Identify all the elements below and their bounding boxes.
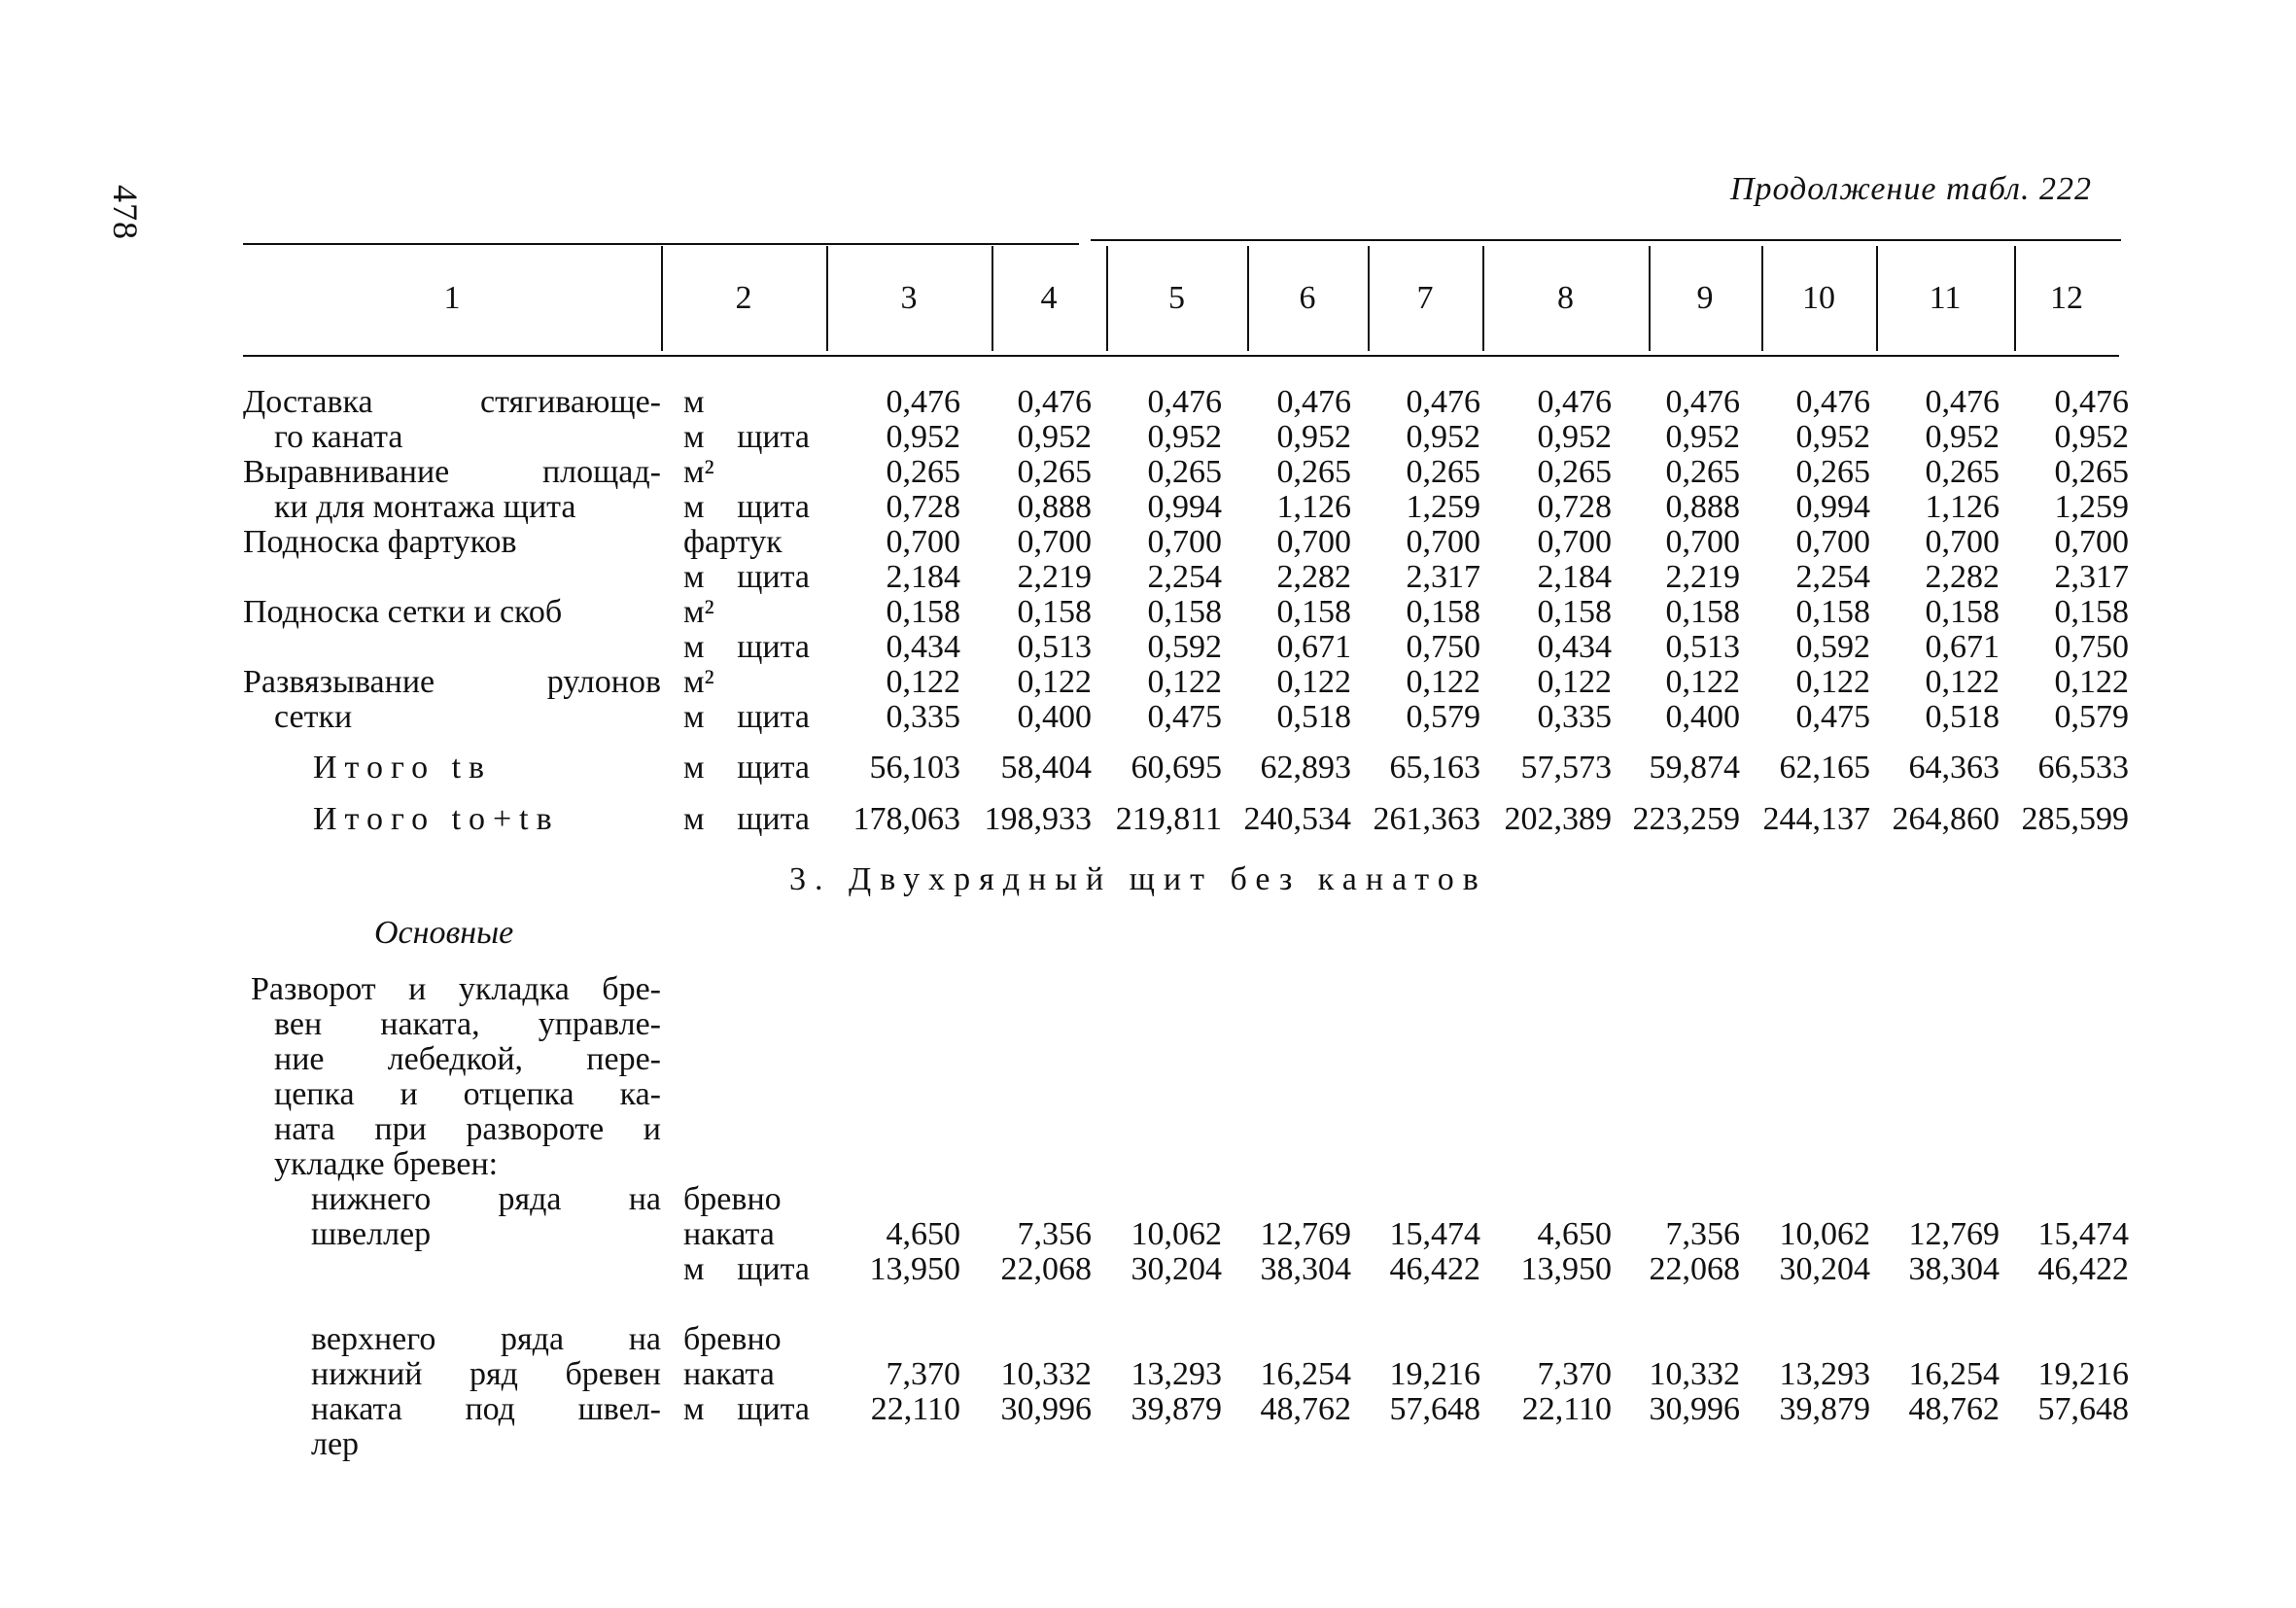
sub-row-value-cell: 7,356	[1017, 1216, 1092, 1252]
row-value-cell: 0,952	[1406, 419, 1480, 455]
sub-row-value-cell: 57,648	[2037, 1391, 2129, 1427]
row-value-cell: 0,700	[2054, 524, 2129, 560]
top-rule-right	[1091, 239, 2121, 241]
column-header-9: 9	[1696, 280, 1714, 316]
sub-row-value-cell: 16,254	[1260, 1356, 1351, 1392]
row-value-cell: 0,122	[886, 664, 960, 700]
row-value-cell: 0,671	[1276, 629, 1351, 665]
row-value-cell: 0,476	[2054, 384, 2129, 420]
row-value-cell: 0,158	[1406, 594, 1480, 630]
page-number: 478	[106, 185, 145, 240]
row-value-cell: 0,475	[1147, 699, 1222, 735]
block-label-line: ние лебедкой, пере-	[274, 1041, 661, 1077]
sub-row-label: верхнего ряда на	[311, 1321, 661, 1357]
sub-row-value-cell: 19,216	[1389, 1356, 1480, 1392]
row-value-cell: 0,476	[1537, 384, 1612, 420]
column-header-12: 12	[2050, 280, 2083, 316]
row-label: ки для монтажа щита	[274, 489, 576, 525]
sub-row-value-cell: 12,769	[1260, 1216, 1351, 1252]
row-value-cell: 0,700	[1795, 524, 1870, 560]
row-unit: м щита	[683, 699, 810, 735]
column-header-5: 5	[1168, 280, 1185, 316]
row-value-cell: 0,265	[1665, 454, 1740, 490]
total-value-cell: 62,165	[1779, 750, 1870, 786]
row-unit: м щита	[683, 489, 810, 525]
row-value-cell: 0,476	[886, 384, 960, 420]
row-value-cell: 0,952	[1665, 419, 1740, 455]
row-value-cell: 0,728	[1537, 489, 1612, 525]
row-value-cell: 0,476	[1665, 384, 1740, 420]
row-value-cell: 0,952	[1276, 419, 1351, 455]
sub-row-unit: бревно	[683, 1181, 782, 1217]
row-value-cell: 0,265	[886, 454, 960, 490]
sub-row-value-cell: 48,762	[1908, 1391, 2000, 1427]
row-label: сетки	[274, 699, 353, 735]
total-value-cell: 59,874	[1649, 750, 1740, 786]
row-value-cell: 2,317	[2054, 559, 2129, 595]
row-label: Развязывание рулонов	[243, 664, 661, 700]
row-value-cell: 0,700	[1925, 524, 2000, 560]
sub-row-value-cell: 30,204	[1131, 1251, 1222, 1287]
row-value-cell: 0,400	[1665, 699, 1740, 735]
total-value-cell: 261,363	[1373, 801, 1480, 837]
sub-row-value-cell: 13,293	[1131, 1356, 1222, 1392]
total-unit: м щита	[683, 801, 810, 837]
block-label-line: Разворот и укладка бре-	[251, 971, 661, 1007]
row-value-cell: 0,158	[1795, 594, 1870, 630]
sub-row-value-cell: 10,332	[1649, 1356, 1740, 1392]
row-label: Выравнивание площад-	[243, 454, 661, 490]
sub-row-value-cell: 39,879	[1131, 1391, 1222, 1427]
column-header-4: 4	[1040, 280, 1058, 316]
row-value-cell: 0,579	[2054, 699, 2129, 735]
row-unit: фартук	[683, 524, 783, 560]
row-value-cell: 0,158	[1017, 594, 1092, 630]
row-value-cell: 0,592	[1147, 629, 1222, 665]
column-header-8: 8	[1557, 280, 1574, 316]
column-header-10: 10	[1802, 280, 1835, 316]
total-label: Итого tв	[313, 750, 493, 786]
row-unit: м²	[683, 664, 714, 700]
row-value-cell: 0,158	[1537, 594, 1612, 630]
row-value-cell: 0,476	[1017, 384, 1092, 420]
row-value-cell: 2,254	[1147, 559, 1222, 595]
row-unit: м²	[683, 594, 714, 630]
sub-row-value-cell: 19,216	[2037, 1356, 2129, 1392]
sub-row-value-cell: 38,304	[1908, 1251, 2000, 1287]
total-value-cell: 264,860	[1892, 801, 2000, 837]
row-value-cell: 0,265	[1017, 454, 1092, 490]
row-value-cell: 0,400	[1017, 699, 1092, 735]
total-value-cell: 60,695	[1131, 750, 1222, 786]
row-value-cell: 0,475	[1795, 699, 1870, 735]
row-value-cell: 0,122	[1147, 664, 1222, 700]
sub-row-unit: м щита	[683, 1251, 810, 1287]
total-value-cell: 244,137	[1762, 801, 1870, 837]
row-value-cell: 0,952	[1017, 419, 1092, 455]
row-value-cell: 0,158	[1925, 594, 2000, 630]
sub-row-value-cell: 4,650	[1537, 1216, 1612, 1252]
sub-row-value-cell: 22,068	[1649, 1251, 1740, 1287]
sub-row-value-cell: 46,422	[2037, 1251, 2129, 1287]
row-value-cell: 2,282	[1276, 559, 1351, 595]
sub-row-value-cell: 48,762	[1260, 1391, 1351, 1427]
row-value-cell: 0,265	[1147, 454, 1222, 490]
row-value-cell: 0,671	[1925, 629, 2000, 665]
sub-row-unit: наката	[683, 1216, 775, 1252]
sub-row-value-cell: 7,370	[1537, 1356, 1612, 1392]
block-label-line: цепка и отцепка ка-	[274, 1076, 661, 1112]
total-value-cell: 285,599	[2021, 801, 2129, 837]
sub-row-value-cell: 13,950	[1520, 1251, 1612, 1287]
row-value-cell: 0,952	[886, 419, 960, 455]
row-value-cell: 0,476	[1406, 384, 1480, 420]
total-value-cell: 66,533	[2037, 750, 2129, 786]
block-label-line: ната при развороте и	[274, 1111, 661, 1147]
sub-row-value-cell: 22,110	[870, 1391, 960, 1427]
column-header-7: 7	[1416, 280, 1434, 316]
row-value-cell: 0,122	[1017, 664, 1092, 700]
row-value-cell: 0,952	[2054, 419, 2129, 455]
total-value-cell: 56,103	[869, 750, 960, 786]
row-value-cell: 0,265	[1406, 454, 1480, 490]
row-value-cell: 0,700	[1537, 524, 1612, 560]
row-value-cell: 1,126	[1925, 489, 2000, 525]
row-value-cell: 0,700	[1017, 524, 1092, 560]
sub-row-value-cell: 10,332	[1000, 1356, 1092, 1392]
row-value-cell: 0,265	[1925, 454, 2000, 490]
row-value-cell: 2,317	[1406, 559, 1480, 595]
sub-row-unit: наката	[683, 1356, 775, 1392]
row-value-cell: 0,158	[2054, 594, 2129, 630]
sub-row-value-cell: 4,650	[886, 1216, 960, 1252]
table-header	[243, 246, 2119, 351]
row-value-cell: 0,122	[1925, 664, 2000, 700]
sub-row-value-cell: 22,110	[1521, 1391, 1612, 1427]
row-value-cell: 0,335	[886, 699, 960, 735]
sub-row-value-cell: 13,293	[1779, 1356, 1870, 1392]
row-value-cell: 0,265	[2054, 454, 2129, 490]
row-value-cell: 0,952	[1925, 419, 2000, 455]
row-value-cell: 0,434	[886, 629, 960, 665]
sub-row-value-cell: 7,370	[886, 1356, 960, 1392]
row-value-cell: 0,700	[1276, 524, 1351, 560]
total-label: Итого tо+tв	[313, 801, 560, 837]
row-label: го каната	[274, 419, 403, 455]
sub-row-value-cell: 30,996	[1649, 1391, 1740, 1427]
sub-row-value-cell: 12,769	[1908, 1216, 2000, 1252]
sub-row-unit: м щита	[683, 1391, 810, 1427]
row-value-cell: 0,122	[1537, 664, 1612, 700]
row-value-cell: 0,750	[2054, 629, 2129, 665]
row-value-cell: 1,126	[1276, 489, 1351, 525]
row-value-cell: 0,158	[1665, 594, 1740, 630]
row-unit: м²	[683, 454, 714, 490]
row-value-cell: 0,513	[1665, 629, 1740, 665]
row-value-cell: 1,259	[1406, 489, 1480, 525]
row-value-cell: 0,122	[1406, 664, 1480, 700]
sub-row-value-cell: 57,648	[1389, 1391, 1480, 1427]
sub-row-value-cell: 22,068	[1000, 1251, 1092, 1287]
total-value-cell: 58,404	[1000, 750, 1092, 786]
sub-row-label: швеллер	[311, 1216, 432, 1252]
row-value-cell: 2,184	[886, 559, 960, 595]
row-value-cell: 0,158	[886, 594, 960, 630]
sub-row-label: лер	[311, 1426, 360, 1462]
row-value-cell: 0,994	[1795, 489, 1870, 525]
total-value-cell: 64,363	[1908, 750, 2000, 786]
row-value-cell: 2,254	[1795, 559, 1870, 595]
sub-row-value-cell: 15,474	[1389, 1216, 1480, 1252]
row-value-cell: 0,476	[1276, 384, 1351, 420]
row-value-cell: 0,122	[1665, 664, 1740, 700]
sub-row-value-cell: 16,254	[1908, 1356, 2000, 1392]
sub-row-value-cell: 30,204	[1779, 1251, 1870, 1287]
header-bottom-rule	[243, 355, 2119, 357]
row-value-cell: 0,888	[1665, 489, 1740, 525]
row-value-cell: 0,700	[1406, 524, 1480, 560]
row-value-cell: 0,888	[1017, 489, 1092, 525]
sub-row-label: нижний ряд бревен	[311, 1356, 661, 1392]
row-label: Подноска фартуков	[243, 524, 517, 560]
row-value-cell: 0,265	[1795, 454, 1870, 490]
subsection-title: Основные	[374, 915, 514, 951]
total-value-cell: 202,389	[1504, 801, 1612, 837]
row-value-cell: 0,158	[1147, 594, 1222, 630]
total-value-cell: 62,893	[1260, 750, 1351, 786]
row-value-cell: 0,700	[886, 524, 960, 560]
row-label: Доставка стягивающе-	[243, 384, 661, 420]
row-value-cell: 2,184	[1537, 559, 1612, 595]
row-unit: м щита	[683, 629, 810, 665]
sub-row-value-cell: 7,356	[1665, 1216, 1740, 1252]
total-value-cell: 57,573	[1520, 750, 1612, 786]
total-value-cell: 65,163	[1389, 750, 1480, 786]
column-header-3: 3	[900, 280, 918, 316]
row-value-cell: 1,259	[2054, 489, 2129, 525]
row-value-cell: 0,122	[1276, 664, 1351, 700]
total-value-cell: 198,933	[984, 801, 1092, 837]
row-value-cell: 0,122	[1795, 664, 1870, 700]
row-value-cell: 0,434	[1537, 629, 1612, 665]
row-value-cell: 2,282	[1925, 559, 2000, 595]
block-label-line: укладке бревен:	[274, 1146, 499, 1182]
row-unit: м	[683, 384, 705, 420]
row-label: Подноска сетки и скоб	[243, 594, 563, 630]
total-value-cell: 223,259	[1632, 801, 1740, 837]
sub-row-value-cell: 46,422	[1389, 1251, 1480, 1287]
sub-row-value-cell: 10,062	[1131, 1216, 1222, 1252]
top-rule-left	[243, 243, 1079, 245]
row-value-cell: 0,952	[1795, 419, 1870, 455]
row-value-cell: 0,518	[1925, 699, 2000, 735]
row-unit: м щита	[683, 559, 810, 595]
row-value-cell: 0,476	[1795, 384, 1870, 420]
row-value-cell: 2,219	[1665, 559, 1740, 595]
column-header-1: 1	[443, 280, 461, 316]
row-value-cell: 0,335	[1537, 699, 1612, 735]
row-value-cell: 0,265	[1276, 454, 1351, 490]
sub-row-label: нижнего ряда на	[311, 1181, 661, 1217]
row-unit: м щита	[683, 419, 810, 455]
sub-row-value-cell: 39,879	[1779, 1391, 1870, 1427]
row-value-cell: 0,158	[1276, 594, 1351, 630]
total-value-cell: 240,534	[1243, 801, 1351, 837]
row-value-cell: 0,265	[1537, 454, 1612, 490]
row-value-cell: 0,750	[1406, 629, 1480, 665]
row-value-cell: 0,476	[1147, 384, 1222, 420]
row-value-cell: 2,219	[1017, 559, 1092, 595]
row-value-cell: 0,728	[886, 489, 960, 525]
column-header-11: 11	[1929, 280, 1962, 316]
row-value-cell: 0,513	[1017, 629, 1092, 665]
table-caption: Продолжение табл. 222	[1729, 171, 2092, 207]
row-value-cell: 0,700	[1147, 524, 1222, 560]
sub-row-value-cell: 13,950	[869, 1251, 960, 1287]
row-value-cell: 0,476	[1925, 384, 2000, 420]
row-value-cell: 0,952	[1537, 419, 1612, 455]
row-value-cell: 0,518	[1276, 699, 1351, 735]
sub-row-value-cell: 15,474	[2037, 1216, 2129, 1252]
row-value-cell: 0,592	[1795, 629, 1870, 665]
total-value-cell: 178,063	[852, 801, 960, 837]
row-value-cell: 0,122	[2054, 664, 2129, 700]
sub-row-unit: бревно	[683, 1321, 782, 1357]
row-value-cell: 0,994	[1147, 489, 1222, 525]
block-label-line: вен наката, управле-	[274, 1006, 661, 1042]
total-unit: м щита	[683, 750, 810, 786]
section-title: 3. Двухрядный щит без канатов	[789, 861, 1487, 897]
row-value-cell: 0,579	[1406, 699, 1480, 735]
sub-row-value-cell: 10,062	[1779, 1216, 1870, 1252]
row-value-cell: 0,700	[1665, 524, 1740, 560]
sub-row-value-cell: 38,304	[1260, 1251, 1351, 1287]
sub-row-label: наката под швел-	[311, 1391, 661, 1427]
sub-row-value-cell: 30,996	[1000, 1391, 1092, 1427]
total-value-cell: 219,811	[1115, 801, 1222, 837]
row-value-cell: 0,952	[1147, 419, 1222, 455]
column-header-6: 6	[1299, 280, 1316, 316]
column-header-2: 2	[735, 280, 752, 316]
